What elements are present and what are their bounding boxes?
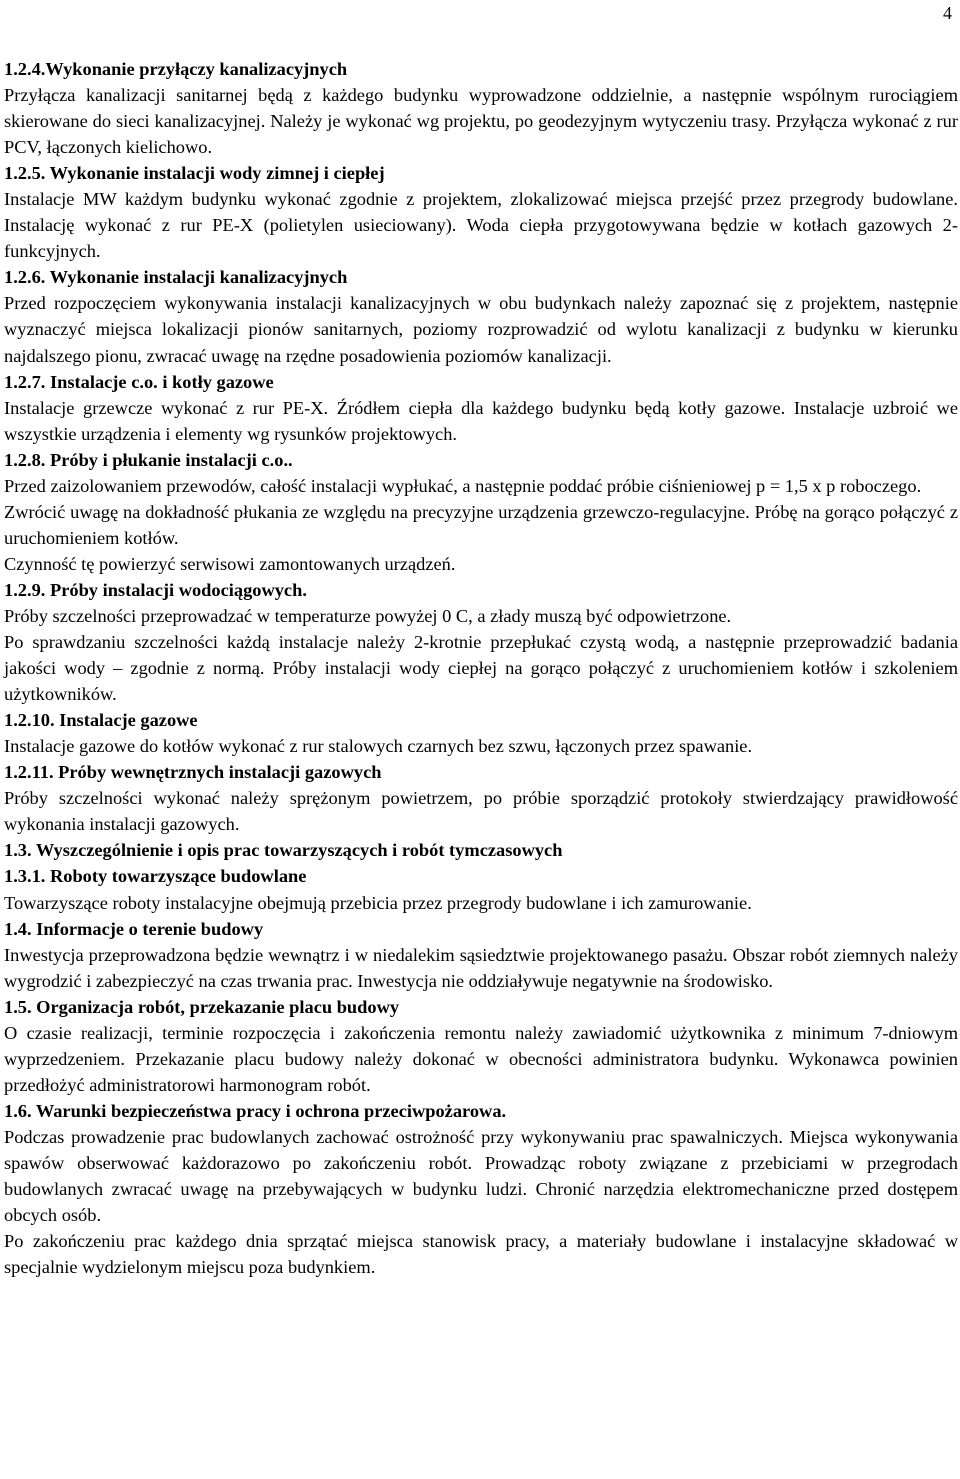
paragraph-proby-szczelnosci: Próby szczelności przeprowadzać w temperaturze powyżej 0 C, a złady muszą być odpowietrzone. xyxy=(4,605,732,626)
paragraph-serwis: Czynność tę powierzyć serwisowi zamontowanych urządzeń. xyxy=(4,553,456,574)
paragraph-proby-gazowe: Próby szczelności wykonać należy sprężonym powietrzem, po próbie sporządzić protokoły stwierdzający prawidłowość wykonania instalacji gazowych. xyxy=(4,788,958,835)
paragraph-przylacza: Przyłącza kanalizacji sanitarnej będą z każdego budynku wyprowadzone oddzielnie, a następnie wspólnym rurociągiem skierowane do sieci kanalizacyjnej. Należy je wykonać wg projektu, po geodezyjnym wytyczeniu trasy. Przyłącza wykonać z rur PCV, łączonych kielichowo. xyxy=(4,85,958,158)
paragraph-1-2-6 xyxy=(4,264,958,368)
paragraph-instalacje-mw: Instalacje MW każdym budynku wykonać zgodnie z projektem, zlokalizować miejsca przejść przez przegrody budowlane. Instalację wykonać z rur PE-X (polietylen usieciowany). Woda ciepła przygotowywana będzie w kotłach gazowych 2-funkcyjnych. xyxy=(4,189,958,262)
paragraph-bhp: Podczas prowadzenie prac budowlanych zachować ostrożność przy wykonywaniu prac spawalniczych. Miejsca wykonywania spawów obserwować każdorazowo po zakończeniu robót. Prowadząc roboty związane z przebiciami w przegrodach budowlanych zwracać uwagę na przebywających w budynku ludzi. Chronić narzędzia elektromechaniczne przed dostępem obcych osób. xyxy=(4,1126,958,1226)
section-heading-1-2-4: 1.2.4.Wykonanie przyłączy kanalizacyjnych xyxy=(4,59,348,79)
paragraph-teren-budowy: Inwestycja przeprowadzona będzie wewnątrz i w niedalekim sąsiedztwie projektowanego pasażu. Obszar robót ziemnych należy wygrodzić i zabezpieczyć na czas trwania prac. Inwestycja nie oddziaływuje negatywnie na środowisko. xyxy=(4,944,958,991)
section-heading-1-2-9: 1.2.9. Próby instalacji wodociągowych. xyxy=(4,579,307,600)
paragraph-sprzatanie: Po zakończeniu prac każdego dnia sprzątać miejsca stanowisk pracy, a materiały budowlane i instalacyjne składować w specjalnie wydzielonym miejscu poza budynkiem. xyxy=(4,1231,958,1278)
section-heading-1-3: 1.3. Wyszczególnienie i opis prac towarzyszących i robót tymczasowych xyxy=(4,840,563,861)
section-heading-1-2-6: 1.2.6. Wykonanie instalacji kanalizacyjnych xyxy=(4,267,348,288)
paragraph-plukanie: Zwrócić uwagę na dokładność płukania ze względu na precyzyjne urządzenia grzewczo-regulacyjne. Próbę na gorąco połączyć z uruchomieniem kotłów. xyxy=(4,501,958,548)
section-heading-1-2-10: 1.2.10. Instalacje gazowe xyxy=(4,710,198,731)
paragraph-sprawdzanie: Po sprawdzaniu szczelności każdą instalacje należy 2-krotnie przepłukać czystą wodą, a następnie przeprowadzić badania jakości wody – zgodnie z normą. Próby instalacji wody ciepłej na gorąco połączyć z uruchomieniem kotłów i szkoleniem użytkowników. xyxy=(4,632,958,705)
section-heading-1-4: 1.4. Informacje o terenie budowy xyxy=(4,918,264,939)
section-heading-1-2-7: 1.2.7. Instalacje c.o. i kotły gazowe xyxy=(4,371,274,392)
paragraph-instalacje-gazowe: Instalacje gazowe do kotłów wykonać z rur stalowych czarnych bez szwu, łączonych przez spawanie. xyxy=(4,736,753,757)
page-number: 4 xyxy=(943,3,952,23)
section-heading-1-2-5: 1.2.5. Wykonanie instalacji wody zimnej i ciepłej xyxy=(4,163,385,184)
section-heading-1-2-8: 1.2.8. Próby i płukanie instalacji c.o.. xyxy=(4,449,293,470)
section-heading-1-3-1: 1.3.1. Roboty towarzyszące budowlane xyxy=(4,866,307,887)
paragraph-roboty-towarzyszace: Towarzyszące roboty instalacyjne obejmują przebicia przez przegrody budowlane i ich zamurowanie. xyxy=(4,892,752,913)
paragraph-zaizolowanie: Przed zaizolowaniem przewodów, całość instalacji wypłukać, a następnie poddać próbie ciśnieniowej p = 1,5 x p roboczego. xyxy=(4,475,922,496)
paragraph-instalacje-grzewcze: Instalacje grzewcze wykonać z rur PE-X. Źródłem ciepła dla każdego budynku będą kotły gazowe. Instalacje uzbroić we wszystkie urządzenia i elementy wg rysunków projektowych. xyxy=(4,397,958,444)
paragraph-kanalizacja-text: Przed rozpoczęciem wykonywania instalacji kanalizacyjnych w obu budynkach należy zapoznać się z projektem, następnie wyznaczyć miejsca lokalizacji pionów sanitarnych, poziomy rozprowadzić od wylotu kanalizacji z budynku w kierunku najdalszego pionu, zwracać uwagę na rzędne posadowienia poziomów kanalizacji. xyxy=(4,293,958,366)
paragraph-organizacja: O czasie realizacji, terminie rozpoczęcia i zakończenia remontu należy zawiadomić użytkownika z minimum 7-dniowym wyprzedzeniem. Przekazanie placu budowy należy dokonać w obecności administratora budynku. Wykonawca powinien przedłożyć administratorowi harmonogram robót. xyxy=(4,1022,958,1095)
document-body xyxy=(4,56,958,1280)
section-heading-1-6: 1.6. Warunki bezpieczeństwa pracy i ochrona przeciwpożarowa. xyxy=(4,1100,507,1121)
section-heading-1-5: 1.5. Organizacja robót, przekazanie placu budowy xyxy=(4,996,400,1017)
section-heading-1-2-11: 1.2.11. Próby wewnętrznych instalacji gazowych xyxy=(4,762,382,783)
